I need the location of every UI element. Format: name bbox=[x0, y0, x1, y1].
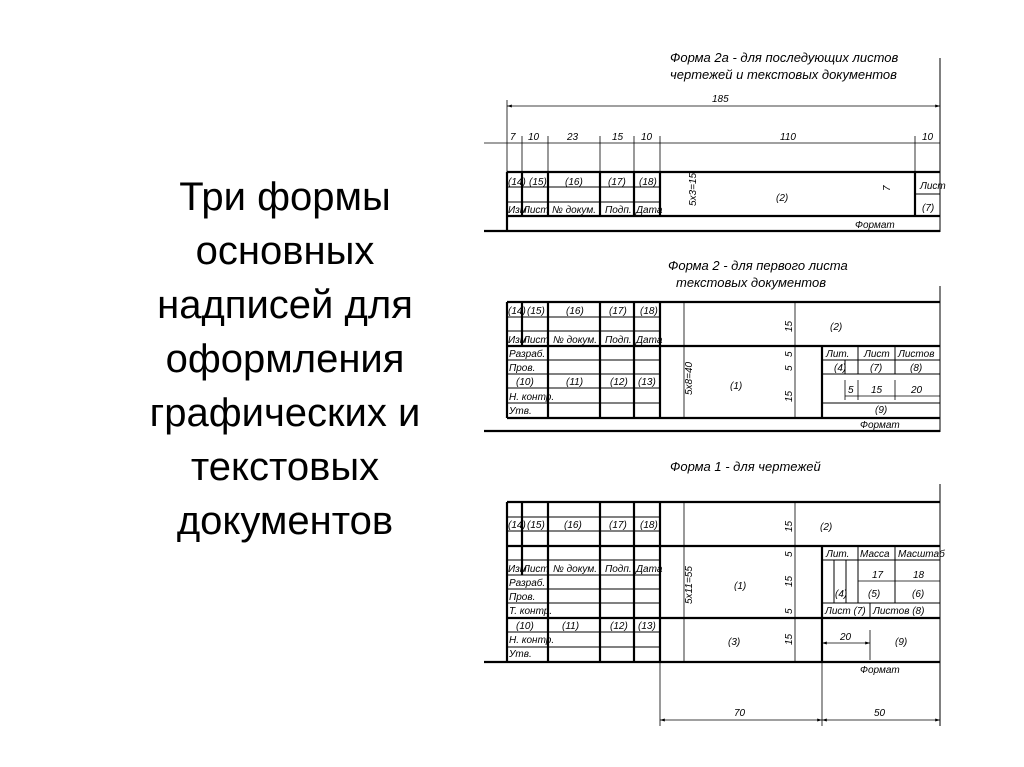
form2a-caption-line2: чертежей и текстовых документов bbox=[670, 67, 897, 82]
form2-cell-15: (15) bbox=[527, 306, 545, 317]
form2-vdim: 5х8=40 bbox=[684, 361, 695, 395]
form2a-caption-line1: Форма 2а - для последующих листов bbox=[670, 50, 899, 65]
form2-lit-val-3: (8) bbox=[910, 363, 923, 374]
form1-cell-17: (17) bbox=[609, 520, 627, 531]
form1-cell-15: (15) bbox=[527, 520, 545, 531]
form1-main-3: (3) bbox=[728, 637, 741, 648]
form2-lit-val-1: (4) bbox=[834, 363, 847, 374]
form2-rdim-4: 15 bbox=[784, 390, 795, 402]
form2a-format: Формат bbox=[855, 220, 895, 231]
form1-main-1: (1) bbox=[734, 581, 747, 592]
form1-cell-11: (11) bbox=[562, 621, 580, 632]
form2-row-utv: Утв. bbox=[509, 406, 532, 417]
form2-hdr-data: Дата bbox=[636, 335, 663, 346]
form2a-list-label: Лист bbox=[920, 181, 946, 192]
form1-cell-13: (13) bbox=[638, 621, 656, 632]
form1-rdim-4: 5 bbox=[784, 608, 795, 614]
form2a-dim-1: 7 bbox=[510, 132, 516, 143]
form2-cell-18: (18) bbox=[640, 306, 658, 317]
form2a-hdr-podp: Подп. bbox=[605, 205, 632, 216]
form2a-dim-5: 10 bbox=[641, 132, 653, 143]
form1-lit-hdr-2: Масса bbox=[860, 549, 890, 560]
form2a-cell-18: (18) bbox=[639, 177, 657, 188]
form2a-cell-15: (15) bbox=[529, 177, 547, 188]
form1-rdim-2: 5 bbox=[784, 551, 795, 557]
form2-cell-10: (10) bbox=[516, 377, 534, 388]
form2a-dim-7: 10 bbox=[922, 132, 934, 143]
form-2a bbox=[484, 50, 946, 232]
form1-cell-16: (16) bbox=[564, 520, 582, 531]
form1-rdim-5: 15 bbox=[784, 633, 795, 645]
form2-cell-11: (11) bbox=[566, 377, 584, 388]
form2-lit-hdr-2: Лист bbox=[864, 349, 890, 360]
form1-row-nkontr: Н. контр. bbox=[509, 635, 555, 646]
form2-format: Формат bbox=[860, 420, 900, 431]
form1-lit-val-4: (4) bbox=[835, 589, 848, 600]
form1-cell-10: (10) bbox=[516, 621, 534, 632]
form1-hdr-podp: Подп. bbox=[605, 564, 632, 575]
form2a-cell-14: (14) bbox=[508, 177, 526, 188]
form2-rdim-1: 15 bbox=[784, 320, 795, 332]
form2a-dim-3: 23 bbox=[567, 132, 579, 143]
form2-lit-val-2: (7) bbox=[870, 363, 883, 374]
form2-cell-13: (13) bbox=[638, 377, 656, 388]
form1-hdr-doc: № докум. bbox=[553, 564, 598, 575]
form2-cell-14: (14) bbox=[508, 306, 526, 317]
form1-lit-hdr-3: Масштаб bbox=[898, 549, 945, 560]
form1-hdr-izm: Изм bbox=[508, 564, 527, 575]
form2-main-2: (2) bbox=[830, 322, 843, 333]
form1-lit-val-5: (5) bbox=[868, 589, 881, 600]
form2-lit-hdr-3: Листов bbox=[898, 349, 935, 360]
form2-caption-line2: текстовых документов bbox=[676, 275, 826, 290]
form1-cell-12: (12) bbox=[610, 621, 628, 632]
form1-rdim-1: 15 bbox=[784, 520, 795, 532]
form2a-cell-16: (16) bbox=[565, 177, 583, 188]
form2-cell-16: (16) bbox=[566, 306, 584, 317]
form2-row-nkontr: Н. контр. bbox=[509, 392, 555, 403]
form1-dim-20: 20 bbox=[840, 632, 852, 643]
form2-rdim-3: 5 bbox=[784, 365, 795, 371]
form1-main-2: (2) bbox=[820, 522, 833, 533]
form2a-dim-7v: 7 bbox=[882, 185, 893, 191]
form1-hdr-data: Дата bbox=[636, 564, 663, 575]
form-2 bbox=[484, 258, 940, 432]
form1-list-7: Лист (7) bbox=[825, 606, 866, 617]
slide-title: Три формы основных надписей для оформления графических и текстовых документов bbox=[149, 175, 421, 543]
form2-lit-hdr-1: Лит. bbox=[826, 349, 850, 360]
form1-row-prov: Пров. bbox=[509, 592, 536, 603]
form2a-dim-total: 185 bbox=[712, 94, 729, 105]
form2-lit-dim-2: 15 bbox=[871, 385, 883, 396]
form2-hdr-podp: Подп. bbox=[605, 335, 632, 346]
form1-cell-14: (14) bbox=[508, 520, 526, 531]
form1-listov-8: Листов (8) bbox=[873, 606, 925, 617]
form1-lit-dim-2: 18 bbox=[913, 570, 925, 581]
form1-row-utv: Утв. bbox=[509, 649, 532, 660]
form2-lit-dim-1: 5 bbox=[848, 385, 854, 396]
form2a-hdr-izm: Изм bbox=[508, 205, 527, 216]
form2-hdr-doc: № докум. bbox=[553, 335, 598, 346]
form2-main-1: (1) bbox=[730, 381, 743, 392]
form1-nine: (9) bbox=[895, 637, 908, 648]
form1-format: Формат bbox=[860, 665, 900, 676]
form2a-dim-6: 110 bbox=[780, 132, 796, 143]
form1-cell-18: (18) bbox=[640, 520, 658, 531]
form1-row-razrab: Разраб. bbox=[509, 578, 546, 589]
form2-caption-line1: Форма 2 - для первого листа bbox=[668, 258, 848, 273]
form2-row-prov: Пров. bbox=[509, 363, 536, 374]
form1-rdim-3: 15 bbox=[784, 575, 795, 587]
form1-lit-dim-1: 17 bbox=[872, 570, 884, 581]
form2-hdr-list: Лист bbox=[523, 335, 549, 346]
form2-hdr-izm: Изм bbox=[508, 335, 527, 346]
form2a-dim-2: 10 bbox=[528, 132, 540, 143]
form1-caption: Форма 1 - для чертежей bbox=[670, 459, 821, 474]
form1-lit-val-6: (6) bbox=[912, 589, 925, 600]
form1-lit-hdr-1: Лит. bbox=[826, 549, 850, 560]
form2-cell-12: (12) bbox=[610, 377, 628, 388]
form2-rdim-2: 5 bbox=[784, 351, 795, 357]
form2-nine: (9) bbox=[875, 405, 888, 416]
form1-vdim: 5х11=55 bbox=[684, 566, 695, 604]
form2a-main-2: (2) bbox=[776, 193, 789, 204]
form1-bdim-70: 70 bbox=[734, 708, 746, 719]
form2a-hdr-data: Дата bbox=[636, 205, 663, 216]
form1-bdim-50: 50 bbox=[874, 708, 886, 719]
form2-row-razrab: Разраб. bbox=[509, 349, 546, 360]
form2a-list-num: (7) bbox=[922, 203, 935, 214]
form-1 bbox=[484, 459, 945, 726]
form2a-dim-4: 15 bbox=[612, 132, 624, 143]
form1-row-tkontr: Т. контр. bbox=[509, 606, 553, 617]
form2a-vdim: 5х3=15 bbox=[688, 172, 699, 206]
form1-hdr-list: Лист bbox=[523, 564, 549, 575]
form2-lit-dim-3: 20 bbox=[911, 385, 923, 396]
form2a-cell-17: (17) bbox=[608, 177, 626, 188]
form2a-hdr-list: Лист bbox=[523, 205, 549, 216]
form2-cell-17: (17) bbox=[609, 306, 627, 317]
form2a-hdr-doc: № докум. bbox=[552, 205, 597, 216]
